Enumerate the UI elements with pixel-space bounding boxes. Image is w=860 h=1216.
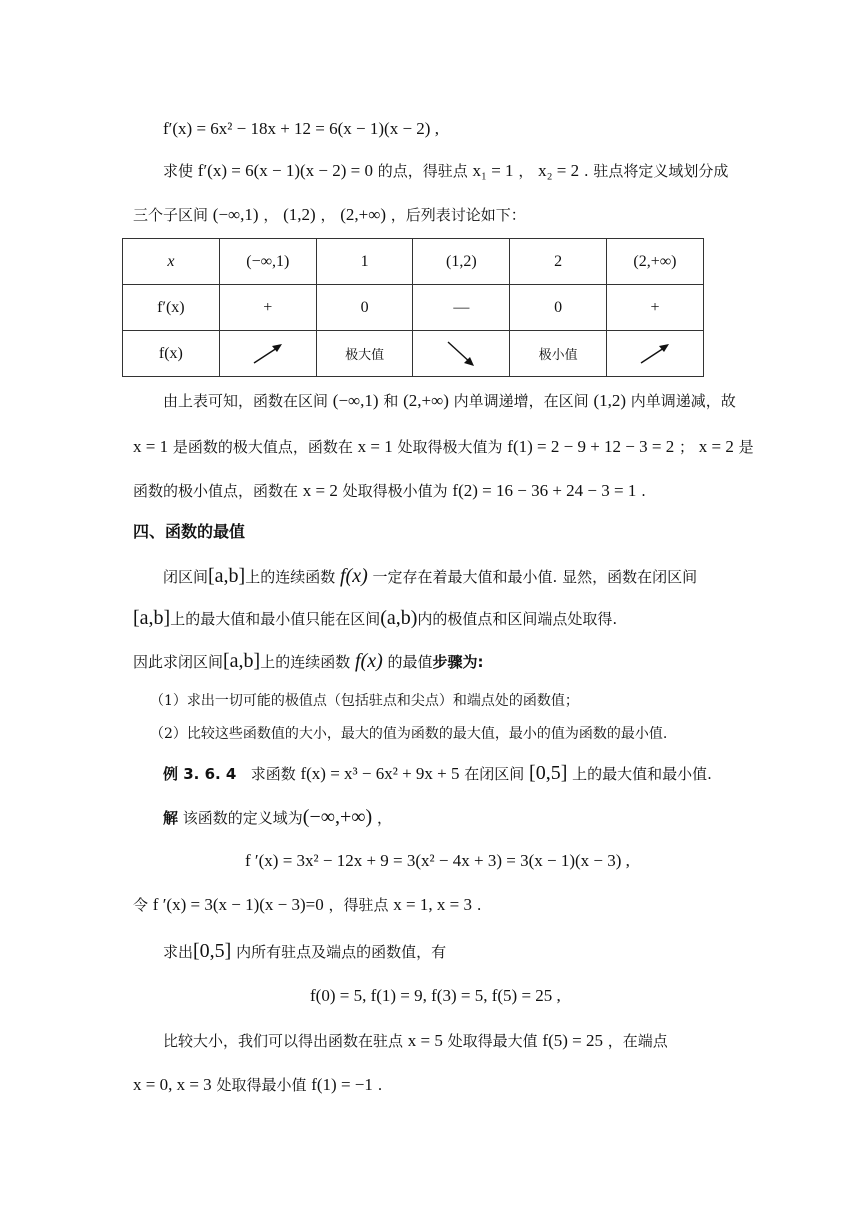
evaluate-line <box>163 940 446 963</box>
formula-text: [a,b] <box>223 650 261 672</box>
text: 该函数的定义域为 <box>178 809 303 827</box>
formula-text: x₁ = 1 <box>472 161 514 180</box>
subintervals-line <box>133 204 526 226</box>
text: 三个子区间 <box>133 206 213 224</box>
formula-text: x = 1, x = 3 <box>393 895 472 914</box>
table-cell: + <box>219 285 316 331</box>
text: . <box>372 1076 383 1094</box>
formula-text: x = 2 <box>302 481 338 500</box>
table-cell: 极大值 <box>316 331 413 377</box>
monotonicity-table <box>122 238 704 377</box>
text: ，后列表讨论如下： <box>386 206 526 224</box>
table-cell: 2 <box>510 239 607 285</box>
table-row <box>123 331 704 377</box>
formula-text: x = 5 <box>407 1031 443 1050</box>
text: 求出 <box>163 943 194 961</box>
text: ，得驻点 <box>323 896 394 914</box>
table-cell: x <box>123 239 220 285</box>
text: 闭区间 <box>163 568 209 586</box>
formula-text: f(x) <box>340 565 368 587</box>
text: ， <box>372 809 392 827</box>
text: 内所有驻点及端点的函数值，有 <box>231 943 447 961</box>
text: 令 <box>133 896 153 914</box>
arrow-up-right-icon <box>250 341 286 367</box>
table-cell: 1 <box>316 239 413 285</box>
table-cell: (−∞,1) <box>219 239 316 285</box>
formula-text: (a,b) <box>380 607 418 629</box>
text: 比较大小，我们可以得出函数在驻点 <box>163 1032 408 1050</box>
text: 内的极值点和区间端点处取得. <box>417 610 618 628</box>
formula-text: x = 1 <box>357 437 393 456</box>
formula-text: f(2) = 16 − 36 + 24 − 3 = 1 <box>452 481 637 500</box>
minimum-result-line <box>133 1074 382 1096</box>
table-row <box>123 285 704 331</box>
text: . 驻点将定义域划分成 <box>579 162 729 180</box>
minimum-line <box>133 480 646 502</box>
formula-text: f(x) <box>355 650 383 672</box>
table-cell: — <box>413 285 510 331</box>
text: 内单调递增，在区间 <box>448 392 594 410</box>
formula-text: [a,b] <box>133 607 171 629</box>
table-cell <box>219 331 316 377</box>
example-line <box>163 762 712 785</box>
step-1: （1）求出一切可能的极值点（包括驻点和尖点）和端点处的函数值； <box>150 693 579 709</box>
text: 是函数的极大值点，函数在 <box>168 438 358 456</box>
formula-text: x = 0, x = 3 <box>133 1075 212 1094</box>
stationary-points-line-2 <box>133 894 482 916</box>
solution-line <box>163 806 392 829</box>
formula-text: x = 2 <box>698 437 734 456</box>
text: ， <box>258 206 284 224</box>
text: ， <box>513 162 539 180</box>
extreme-value-theorem-line <box>163 565 697 588</box>
table-cell: 0 <box>510 285 607 331</box>
text: 上的连续函数 <box>245 568 340 586</box>
text: 处取得最小值 <box>211 1076 312 1094</box>
text: . <box>471 896 482 914</box>
compare-line <box>163 1030 668 1052</box>
text: 在闭区间 <box>459 765 530 783</box>
text: 和 <box>378 392 404 410</box>
table-cell: 极小值 <box>510 331 607 377</box>
monotonic-intervals-line <box>163 390 736 412</box>
formula-text: f′(x) = 6x² − 18x + 12 = 6(x − 1)(x − 2) , <box>163 119 439 138</box>
steps-intro-line <box>133 650 484 673</box>
formula-text: f ′(x) = 3(x − 1)(x − 3)=0 <box>152 895 324 914</box>
text: 的最值 <box>382 653 433 671</box>
text: 由上表可知，函数在区间 <box>163 392 333 410</box>
text: ； <box>674 438 699 456</box>
text: 上的最大值和最小值只能在区间 <box>170 610 381 628</box>
formula-text: (−∞,1) <box>332 391 379 410</box>
arrow-down-right-icon <box>443 339 479 369</box>
text: 因此求闭区间 <box>133 653 224 671</box>
derivative-formula-2: f ′(x) = 3x² − 12x + 9 = 3(x² − 4x + 3) = 3(x − 1)(x − 3) , <box>245 851 630 870</box>
formula-text: (2,+∞) <box>340 205 387 224</box>
table-cell <box>606 331 703 377</box>
extreme-location-line <box>133 607 617 630</box>
text: 是 <box>733 438 754 456</box>
formula-text: [0,5] <box>529 762 568 784</box>
text: 上的连续函数 <box>260 653 355 671</box>
table-row <box>123 239 704 285</box>
table-cell: (1,2) <box>413 239 510 285</box>
formula-text: (−∞,+∞) <box>302 806 373 828</box>
function-values-formula: f(0) = 5, f(1) = 9, f(3) = 5, f(5) = 25 , <box>310 986 561 1005</box>
text: 步骤为: <box>432 653 484 671</box>
stationary-points-line <box>163 160 728 182</box>
text: ， <box>315 206 341 224</box>
formula-text: [0,5] <box>193 940 232 962</box>
table-cell: 0 <box>316 285 413 331</box>
table-cell: f′(x) <box>123 285 220 331</box>
formula-text: f′(x) = 6(x − 1)(x − 2) = 0 <box>197 161 373 180</box>
step-2: （2）比较这些函数值的大小，最大的值为函数的最大值，最小的值为函数的最小值. <box>150 726 668 742</box>
formula-text: (−∞,1) <box>212 205 259 224</box>
formula-text: (1,2) <box>593 391 627 410</box>
text: 处取得极大值为 <box>392 438 508 456</box>
formula-text: (1,2) <box>283 205 316 224</box>
maximum-line <box>133 436 754 458</box>
table-cell: (2,+∞) <box>606 239 703 285</box>
table-cell <box>413 331 510 377</box>
formula-text: f(1) = 2 − 9 + 12 − 3 = 2 <box>507 437 675 456</box>
arrow-up-right-icon <box>637 341 673 367</box>
formula-text: [a,b] <box>208 565 246 587</box>
text: 的点，得驻点 <box>372 162 473 180</box>
text: 求函数 <box>250 765 301 783</box>
derivative-formula <box>163 118 439 140</box>
text: 处取得极小值为 <box>337 482 453 500</box>
text: 求使 <box>163 162 198 180</box>
text: 上的最大值和最小值. <box>567 765 712 783</box>
text: 内单调递减，故 <box>626 392 736 410</box>
formula-text: f(5) = 25 <box>542 1031 603 1050</box>
formula-text: (2,+∞) <box>403 391 449 410</box>
text: ，在端点 <box>603 1032 668 1050</box>
formula-text: f(1) = −1 <box>311 1075 373 1094</box>
text: 处取得最大值 <box>442 1032 543 1050</box>
table-cell: f(x) <box>123 331 220 377</box>
formula-text: f(x) = x³ − 6x² + 9x + 5 <box>300 764 460 783</box>
formula-text: x = 1 <box>133 437 169 456</box>
text: . <box>636 482 646 500</box>
solution-label: 解 <box>163 809 179 827</box>
example-label: 例 3. 6. 4 <box>163 765 237 783</box>
formula-text: x₂ = 2 <box>538 161 580 180</box>
table-cell: + <box>606 285 703 331</box>
section-heading: 四、函数的最值 <box>133 522 246 541</box>
text: 一定存在着最大值和最小值. 显然，函数在闭区间 <box>367 568 698 586</box>
text: 函数的极小值点，函数在 <box>133 482 303 500</box>
